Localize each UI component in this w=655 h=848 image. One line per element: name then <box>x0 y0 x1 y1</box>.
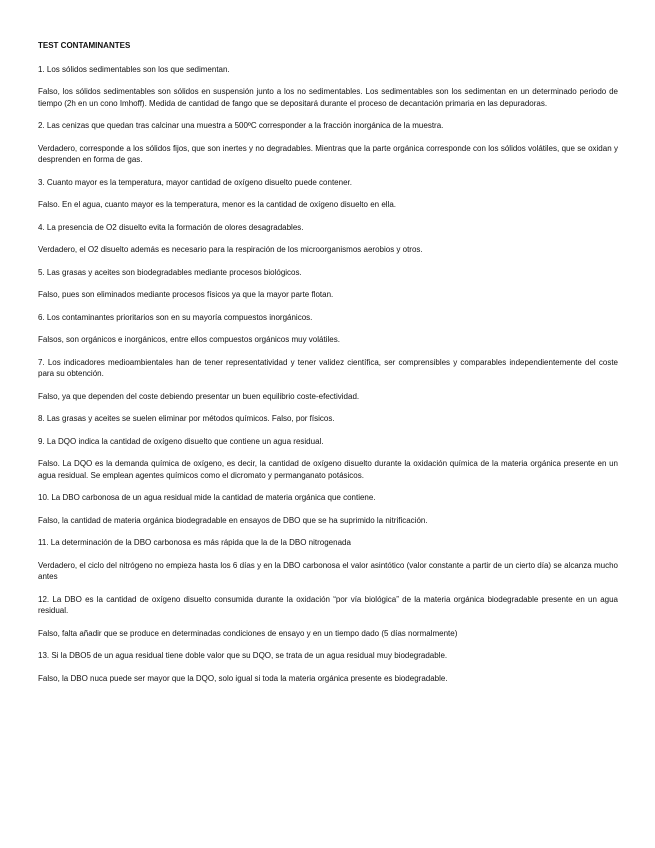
document-title: TEST CONTAMINANTES <box>38 41 131 50</box>
question-5: 5. Las grasas y aceites son biodegradables mediante procesos biológicos. <box>38 267 302 277</box>
question-10: 10. La DBO carbonosa de un agua residual mide la cantidad de materia orgánica que contiene. <box>38 493 376 502</box>
question-7: 7. Los indicadores medioambientales han de tener representatividad y tener validez científica, ser comprensibles y comparables independientemente del coste para su obtención. <box>38 357 618 378</box>
question-11: 11. La determinación de la DBO carbonosa es más rápida que la de la DBO nitrogenada <box>38 538 351 547</box>
question-13: 13. Si la DBO5 de un agua residual tiene doble valor que su DQO, se trata de un agua residual muy biodegradable. <box>38 651 448 660</box>
question-2: 2. Las cenizas que quedan tras calcinar una muestra a 500ºC corresponder a la fracción inorgánica de la muestra. <box>38 121 444 130</box>
answer-1: Falso, los sólidos sedimentables son sólidos en suspensión junto a los no sedimentables. Los sedimentables son los sedimentan en un determinado periodo de tiempo (2h en un cono Imhoff). Medida de cantidad de fango que se depositará durante el proceso de decantación primaria en las depuradoras. <box>38 87 618 108</box>
question-8: 8. Las grasas y aceites se suelen eliminar por métodos químicos. Falso, por físicos. <box>38 414 335 423</box>
answer-12: Falso, falta añadir que se produce en determinadas condiciones de ensayo y en un tiempo dado (5 días normalmente) <box>38 628 458 638</box>
answer-11: Verdadero, el ciclo del nitrógeno no empieza hasta los 6 días y en la DBO carbonosa el valor asintótico (valor constante a partir de un cierto día) se alcanza mucho antes <box>38 560 618 581</box>
question-3: 3. Cuanto mayor es la temperatura, mayor cantidad de oxígeno disuelto puede contener. <box>38 177 352 187</box>
document-page <box>38 40 618 695</box>
question-6: 6. Los contaminantes prioritarios son en su mayoría compuestos inorgánicos. <box>38 312 313 322</box>
question-1: 1. Los sólidos sedimentables son los que sedimentan. <box>38 64 230 74</box>
answer-5: Falso, pues son eliminados mediante procesos físicos ya que la mayor parte flotan. <box>38 290 334 299</box>
question-4: 4. La presencia de O2 disuelto evita la formación de olores desagradables. <box>38 222 304 232</box>
answer-6: Falsos, son orgánicos e inorgánicos, entre ellos compuestos orgánicos muy volátiles. <box>38 335 340 344</box>
question-12: 12. La DBO es la cantidad de oxígeno disuelto consumida durante la oxidación “por vía biológica” de la materia orgánica biodegradable presente en un agua residual. <box>38 594 618 615</box>
answer-13: Falso, la DBO nuca puede ser mayor que la DQO, solo igual si toda la materia orgánica presente es biodegradable. <box>38 673 448 683</box>
answer-3: Falso. En el agua, cuanto mayor es la temperatura, menor es la cantidad de oxígeno disuelto en ella. <box>38 200 396 209</box>
answer-10: Falso, la cantidad de materia orgánica biodegradable en ensayos de DBO que se ha suprimido la nitrificación. <box>38 515 428 525</box>
question-9: 9. La DQO indica la cantidad de oxígeno disuelto que contiene un agua residual. <box>38 436 324 446</box>
answer-7: Falso, ya que dependen del coste debiendo presentar un buen equilibrio coste-efectividad. <box>38 391 360 401</box>
answer-4: Verdadero, el O2 disuelto además es necesario para la respiración de los microorganismos aerobios y otros. <box>38 245 423 254</box>
answer-9: Falso. La DQO es la demanda química de oxígeno, es decir, la cantidad de oxígeno disuelto durante la oxidación química de la materia orgánica presente en un agua residual. Se emplean agentes químicos como el dicromato y permanganato potásicos. <box>38 459 618 480</box>
answer-2: Verdadero, corresponde a los sólidos fijos, que son inertes y no degradables. Mientras que la parte orgánica corresponde con los sólidos volátiles, que se oxidan y desprenden en forma de gas. <box>38 143 618 164</box>
